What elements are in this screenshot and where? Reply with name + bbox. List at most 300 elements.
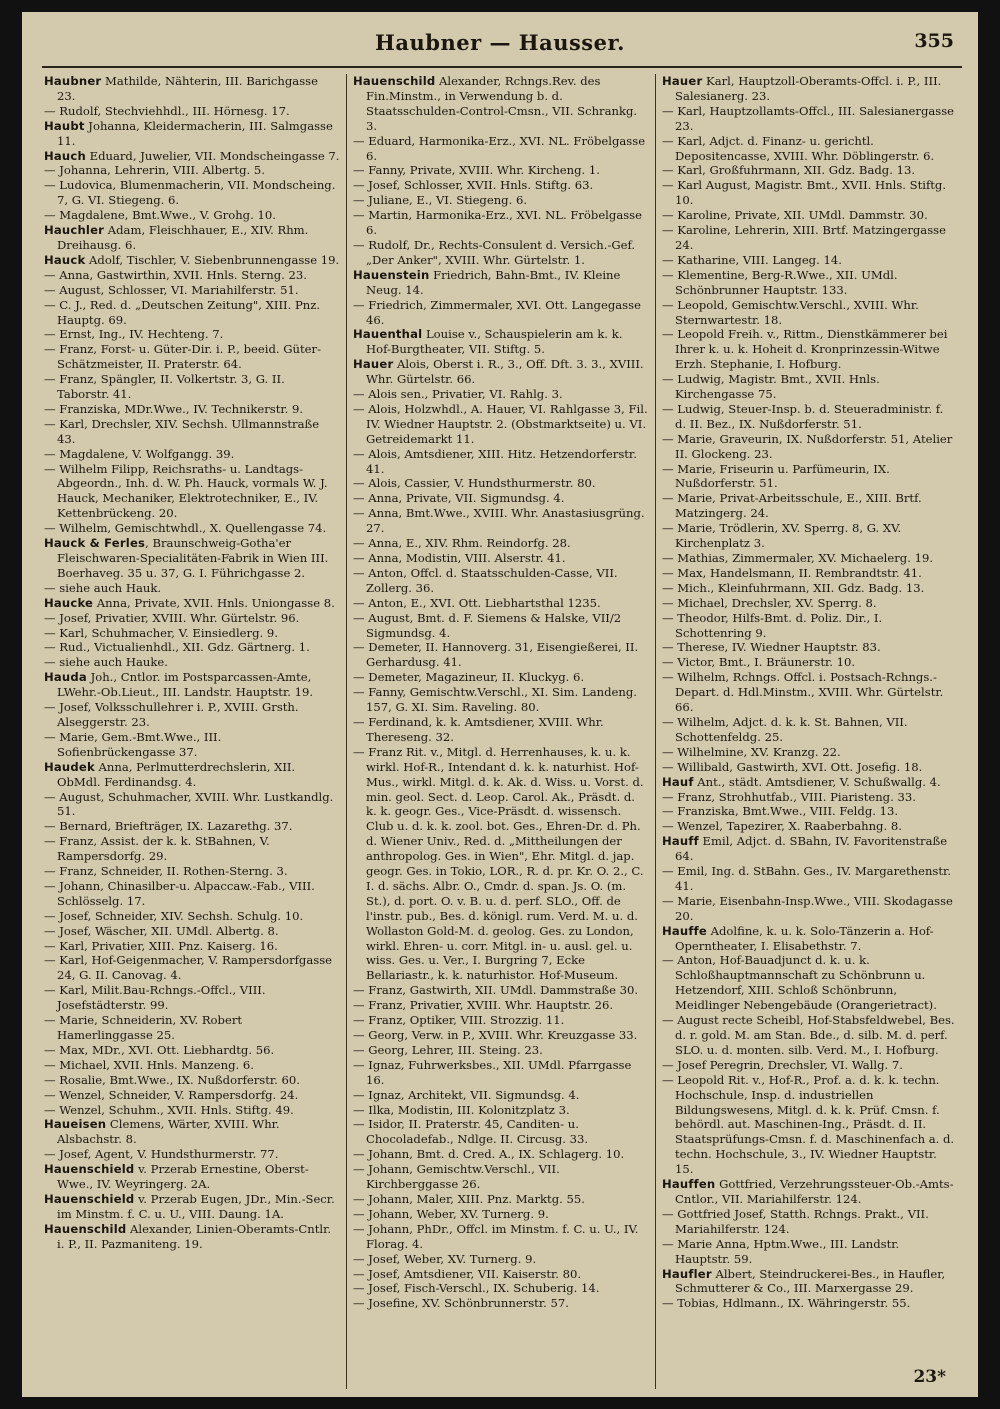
directory-entry [44,223,340,253]
entry-surname: Hauenschild [353,74,436,88]
directory-entry [44,790,340,820]
entry-surname: Hauff [662,834,699,849]
entry-surname: Hauffe [662,923,707,938]
entry-surname: Hauenschield [44,1162,135,1177]
entry-text: — Franziska, MDr.Wwe., IV. Technikerstr. 9. [44,401,304,416]
entry-text: Albert, Steindruckerei-Bes., in Haufler, Schmutterer & Co., III. Marxergasse 29. [675,1266,946,1296]
directory-entry [44,1073,340,1088]
entry-text: Ant., städt. Amtsdiener, V. Schußwallg. 4. [693,774,941,789]
directory-entry [662,745,958,760]
entry-text: — Anna, Bmt.Wwe., XVIII. Whr. Anastasiusgrüng. 27. [353,506,645,536]
entry-text: — Ludovica, Blumenmacherin, VII. Mondscheing. 7, G. VI. Stiegeng. 6. [44,178,336,208]
entry-text: — Anton, Hof-Bauadjunct d. k. u. k. Schloßhauptmannschaft zu Schönbrunn u. Hetzendorf, XIII. Schloß Schönbrunn, Meidlinger Nebengebäude (Orangerietract). [662,953,937,1013]
directory-entry [353,357,649,387]
directory-entry [353,1028,649,1043]
entry-text: — Karl, Großfuhrmann, XII. Gdz. Badg. 13. [662,163,916,178]
column-2 [347,74,656,1389]
directory-entry [662,74,958,104]
directory-entry [662,566,958,581]
entry-text: — Katharine, VIII. Langeg. 14. [662,252,842,267]
directory-entry [44,760,340,790]
directory-entry [44,819,340,834]
directory-entry [353,387,649,402]
entry-text: — Franziska, Bmt.Wwe., VIII. Feldg. 13. [662,804,899,819]
entry-text: — Alois, Cassier, V. Hundsthurmerstr. 80. [353,476,596,491]
entry-text: — Demeter, Magazineur, II. Kluckyg. 6. [353,670,585,685]
column-1 [38,74,347,1389]
entry-text: — August recte Scheibl, Hof-Stabsfeldwebel, Bes. d. r. gold. M. am Stan. Bde., d. silb. M. d. perf. SLO. u. d. monten. silb. Verd. M., I. Hofburg. [662,1013,955,1057]
entry-surname: Hauenthal [353,327,423,342]
directory-entry [353,327,649,357]
directory-entry [662,715,958,745]
directory-entry [662,804,958,819]
entry-text: — Eduard, Harmonika-Erz., XVI. NL. Fröbelgasse 6. [353,133,646,163]
directory-entry [44,208,340,223]
entry-text: — Georg, Lehrer, III. Steing. 23. [353,1042,543,1057]
directory-entry [353,268,649,298]
entry-text: Gottfried, Verzehrungssteuer-Ob.-Amts-Cntlor., VII. Mariahilferstr. 124. [675,1177,954,1206]
directory-entry [353,193,649,208]
directory-entry [353,447,649,477]
entry-text: — Ludwig, Steuer-Insp. b. d. Steueradministr. f. d. II. Bez., IX. Nußdorferstr. 51. [662,401,944,431]
directory-entry [44,1013,340,1043]
directory-entry [44,119,340,149]
directory-entry [44,298,340,328]
directory-entry [44,1117,340,1147]
directory-entry [353,1088,649,1103]
entry-text: — Gottfried Josef, Statth. Rchngs. Prakt., VII. Mariahilferstr. 124. [662,1206,929,1236]
directory-entry [44,163,340,178]
entry-text: — Anna, E., XIV. Rhm. Reindorfg. 28. [353,536,571,551]
entry-text: — August, Schuhmacher, XVIII. Whr. Lustkandlg. 51. [44,789,334,819]
entry-text: v. Przerab Ernestine, Oberst-Wwe., IV. Weyringerg. 2A. [57,1162,309,1192]
directory-entry [662,834,958,864]
entry-text: — Karl, Schuhmacher, V. Einsiedlerg. 9. [44,625,278,640]
directory-entry [44,879,340,909]
entry-text: Adam, Fleischhauer, E., XIV. Rhm. Dreihausg. 6. [57,223,309,252]
entry-text: Karl, Hauptzoll-Oberamts-Offcl. i. P., III. Salesianerg. 23. [675,74,942,103]
entry-text: — Magdalene, V. Wolfgangg. 39. [44,446,235,461]
directory-entry [353,670,649,685]
directory-entry [353,134,649,164]
entry-text: — Wilhelm, Rchngs. Offcl. i. Postsach-Rchngs.-Depart. d. Hdl.Minstm., XVIII. Whr. Gürtelstr. 66. [662,670,944,715]
entry-text: — Georg, Verw. in P., XVIII. Whr. Kreuzgasse 33. [353,1028,638,1042]
directory-entry [353,178,649,193]
entry-text: — Marie, Schneiderin, XV. Robert Hamerlinggasse 25. [44,1013,243,1042]
directory-entry [353,491,649,506]
directory-entry [353,1103,649,1118]
directory-entry [44,1103,340,1118]
directory-entry [662,491,958,521]
entry-text: — Max, MDr., XVI. Ott. Liebhardtg. 56. [44,1042,275,1057]
entry-text: — Max, Handelsmann, II. Rembrandtstr. 41. [662,565,922,580]
directory-entry [44,730,340,760]
entry-text: — Willibald, Gastwirth, XVI. Ott. Josefig. 18. [662,759,923,774]
entry-text: — Ignaz, Architekt, VII. Sigmundsg. 4. [353,1087,580,1102]
entry-text: — Anna, Modistin, VIII. Alserstr. 41. [353,551,566,565]
directory-entry [662,760,958,775]
entry-text: Eduard, Juwelier, VII. Mondscheingasse 7. [85,148,340,163]
entry-text: — Franz Rit. v., Mitgl. d. Herrenhauses, k. u. k. wirkl. Hof-R., Intendant d. k. k. naturhist. Hof-Mus., wirkl. Mitgl. d. k. Ak. d. Wiss. u. Vorst. d. min. geol. Sect. d. Leop. Carol. Ak., Präsdt. d. k. k. geogr. Ges., Vice-Präsdt. d. wissensch. Club u. d. k. k. zool. bot. Ges., Ehren-Dr. d. Ph. d. Wiener Univ., Red. d. „Mittheilungen der anthropolog. Ges. in Wien", Ehr. Mitgl. d. jap. geogr. Ges. in Tokio, LOR., R. d. pr. Kr. O. 2., C. I. d. sächs. Albr. O., Cmdr. d. span. Js. O. (m. St.), d. port. O. v. B. u. d. perf. SLO., Off. de l'instr. pub., Bes. d. königl. rum. Verd. M. u. d. Wollaston Gold-M. d. geolog. Ges. zu London, wirkl. Ehren- u. corr. Mitgl. in- u. ausl. gel. u. wiss. Ges. u. Ver., I. Burgring 7, Ecke Bellariastr., k. k. naturhistor. Hof-Museum. [353,744,644,983]
entry-text: Adolf, Tischler, V. Siebenbrunnengasse 19. [85,252,340,267]
entry-text: — Josef, Schlosser, XVII. Hnls. Stiftg. 63. [353,178,594,193]
entry-text: — Johann, Bmt. d. Cred. A., IX. Schlagerg. 10. [353,1147,625,1162]
directory-entry [662,670,958,715]
entry-text: , Braunschweig-Gotha'er Fleischwaren-Specialitäten-Fabrik in Wien III. Boerhaveg. 35 u. 37, G. I. Führichgasse 2. [57,536,329,580]
entry-text: — Josef, Amtsdiener, VII. Kaiserstr. 80. [353,1266,582,1281]
directory-entry [662,253,958,268]
entry-text: — Rudolf, Stechviehhdl., III. Hörnesg. 17. [44,103,290,118]
entry-text: — Franz, Forst- u. Güter-Dir. i. P., beeid. Güter-Schätzmeister, II. Praterstr. 64. [44,342,321,372]
directory-entry [662,1207,958,1237]
entry-surname: Hauda [44,670,87,685]
directory-entry [44,626,340,641]
directory-entry [44,1043,340,1058]
directory-entry [662,864,958,894]
entry-text: — Demeter, II. Hannoverg. 31, Eisengießerei, II. Gerhardusg. 41. [353,640,639,670]
directory-entry [44,178,340,208]
directory-entry [44,700,340,730]
directory-entry [353,1192,649,1207]
entry-text: — Ignaz, Fuhrwerksbes., XII. UMdl. Pfarrgasse 16. [353,1057,632,1087]
directory-entry [662,924,958,954]
directory-entry [353,506,649,536]
entry-text: — Leopold, Gemischtw.Verschl., XVIII. Whr. Sternwartestr. 18. [662,297,919,327]
directory-entry [353,208,649,238]
column-3 [656,74,964,1389]
entry-text: — Friedrich, Zimmermaler, XVI. Ott. Langegasse 46. [353,297,641,327]
entry-text: — siehe auch Hauk. [44,580,162,595]
directory-entry [662,775,958,790]
directory-entry [662,551,958,566]
entry-text: — Josef, Agent, V. Hundsthurmerstr. 77. [44,1147,279,1162]
entry-text: — Johann, Gemischtw.Verschl., VII. Kirchberggasse 26. [353,1162,560,1192]
directory-entry [662,402,958,432]
entry-surname: Haudek [44,759,95,774]
directory-entry [353,1267,649,1282]
entry-text: — Martin, Harmonika-Erz., XVI. NL. Fröbelgasse 6. [353,208,642,238]
directory-entry [353,1281,649,1296]
entry-text: — Franz, Gastwirth, XII. UMdl. Dammstraße 30. [353,983,639,998]
directory-entry [44,402,340,417]
entry-surname: Hauf [662,774,694,789]
directory-entry [44,864,340,879]
entry-surname: Haufler [662,1266,712,1281]
directory-entry [662,1013,958,1058]
directory-entry [662,581,958,596]
directory-entry [662,1058,958,1073]
entry-text: — Victor, Bmt., I. Bräunerstr. 10. [662,655,856,670]
entry-surname: Haucke [44,595,94,610]
entry-surname: Hauenstein [353,267,430,282]
entry-surname: Hauenschild [44,1221,127,1236]
directory-entry [44,640,340,655]
directory-entry [44,327,340,342]
entry-surname: Hauer [353,357,394,372]
entry-text: — C. J., Red. d. „Deutschen Zeitung", XIII. Pnz. Hauptg. 69. [44,297,321,327]
entry-text: — Leopold Rit. v., Hof-R., Prof. a. d. k. k. techn. Hochschule, Insp. d. industriellen Bildungswesens, Mitgl. d. k. k. Prüf. Cmsn. f. behördl. aut. Maschinen-Ing., Präsdt. d. II. Staatsprüfungs-Cmsn. f. d. Maschinenfach a. d. techn. Hochschule, 3., IV. Wiedner Hauptstr. 15. [662,1072,955,1177]
entry-text: — Johanna, Lehrerin, VIII. Albertg. 5. [44,163,265,178]
directory-entry [44,983,340,1013]
directory-entry [44,268,340,283]
directory-entry [662,655,958,670]
entry-text: — Karl, Hof-Geigenmacher, V. Rampersdorfgasse 24, G. II. Canovag. 4. [44,953,333,983]
directory-entry [353,998,649,1013]
directory-entry [44,1162,340,1192]
entry-text: — Bernard, Briefträger, IX. Lazarethg. 37. [44,819,293,834]
directory-entry [44,1147,340,1162]
entry-text: — Wenzel, Schuhm., XVII. Hnls. Stiftg. 49. [44,1102,294,1117]
entry-text: — Rud., Victualienhdl., XII. Gdz. Gärtnerg. 1. [44,640,310,655]
page-header [22,30,978,66]
directory-entry [44,670,340,700]
entry-text: — Johann, Chinasilber-u. Alpaccaw.-Fab., VIII. Schlösselg. 17. [44,878,315,908]
entry-text: Alexander, Linien-Oberamts-Cntlr. i. P., II. Pazmaniteng. 19. [57,1221,332,1251]
directory-entry [353,566,649,596]
entry-text: — Karl, Hauptzollamts-Offcl., III. Salesianergasse 23. [662,103,955,133]
entry-text: — Josefine, XV. Schönbrunnerstr. 57. [353,1296,569,1311]
entry-surname: Haubt [44,118,85,133]
entry-text: — Wilhelm, Adjct. d. k. k. St. Bahnen, VII. Schottenfeldg. 25. [662,714,908,744]
entry-surname: Hauck & Ferles [44,536,146,551]
entry-surname: Haubner [44,74,102,88]
directory-entry [662,1237,958,1267]
entry-surname: Haueisen [44,1117,107,1132]
directory-entry [353,611,649,641]
directory-entry [662,208,958,223]
entry-text: — Marie, Graveurin, IX. Nußdorferstr. 51, Atelier II. Glockeng. 23. [662,431,953,461]
entry-text: — Johann, Weber, XV. Turnerg. 9. [353,1206,549,1221]
entry-text: — Wenzel, Schneider, V. Rampersdorfg. 24. [44,1087,299,1102]
entry-text: — Anton, Offcl. d. Staatsschulden-Casse, VII. Zollerg. 36. [353,565,618,595]
directory-entry [353,1222,649,1252]
entry-text: — Josef, Wäscher, XII. UMdl. Albertg. 8. [44,923,279,938]
entry-text: — Karl, Privatier, XIII. Pnz. Kaiserg. 16. [44,938,278,953]
entry-text: — Fanny, Private, XVIII. Whr. Kircheng. 1. [353,163,600,178]
entry-text: — Karl August, Magistr. Bmt., XVII. Hnls. Stiftg. 10. [662,178,947,208]
entry-text: — Karoline, Private, XII. UMdl. Dammstr. 30. [662,208,928,223]
entry-text: Friedrich, Bahn-Bmt., IV. Kleine Neug. 14. [366,267,621,297]
directory-page [22,12,978,1397]
entry-text: — Marie Anna, Hptm.Wwe., III. Landstr. Hauptstr. 59. [662,1236,900,1266]
directory-entry [353,1013,649,1028]
directory-entry [662,596,958,611]
entry-text: Adolfine, k. u. k. Solo-Tänzerin a. Hof-Operntheater, I. Elisabethstr. 7. [675,923,934,953]
entry-text: — Wilhelm Filipp, Reichsraths- u. Landtags-Abgeordn., Inh. d. W. Ph. Hauck, vormals W. J. Hauck, Mechaniker, Elektrotechniker, E., IV. Kettenbrückeng. 20. [44,461,328,521]
entry-text: — Josef, Fisch-Verschl., IX. Schuberig. 14. [353,1281,600,1296]
entry-text: — Ferdinand, k. k. Amtsdiener, XVIII. Whr. Thereseng. 32. [353,714,604,744]
directory-entry [44,924,340,939]
entry-text: — Klementine, Berg-R.Wwe., XII. UMdl. Schönbrunner Hauptstr. 133. [662,267,898,297]
entry-text: — Josef, Privatier, XVIII. Whr. Gürtelstr. 96. [44,610,300,625]
entry-text: — Marie, Gem.-Bmt.Wwe., III. Sofienbrückengasse 37. [44,729,222,759]
directory-entry [44,521,340,536]
entry-text: — Michael, Drechsler, XV. Sperrg. 8. [662,595,877,610]
directory-entry [662,163,958,178]
entry-surname: Hauch [44,148,86,163]
directory-entry [353,536,649,551]
entry-text: — August, Bmt. d. F. Siemens & Halske, VII/2 Sigmundsg. 4. [353,610,622,640]
entry-text: — Ernst, Ing., IV. Hechteng. 7. [44,327,224,342]
directory-entry [44,655,340,670]
entry-surname: Hauck [44,252,86,267]
directory-entry [44,939,340,954]
entry-text: Louise v., Schauspielerin am k. k. Hof-Burgtheater, VII. Stiftg. 5. [366,327,623,357]
directory-entry [44,1192,340,1222]
directory-entry [44,342,340,372]
entry-text: — Mathias, Zimmermaler, XV. Michaelerg. 19. [662,551,934,565]
directory-entry [353,1207,649,1222]
directory-entry [44,447,340,462]
entry-text: — Fanny, Gemischtw.Verschl., XI. Sim. Landeng. 157, G. XI. Sim. Raveling. 80. [353,685,637,715]
page-number: 355 [914,30,954,52]
header-rule [42,66,962,68]
directory-entry [44,462,340,522]
entry-text: — Franz, Spängler, II. Volkertstr. 3, G. II. Taborstr. 41. [44,372,285,402]
directory-entry [662,640,958,655]
signature-mark: 23* [913,1367,946,1387]
entry-text: — Franz, Strohhutfab., VIII. Piaristeng. 33. [662,789,916,804]
directory-entry [662,819,958,834]
directory-entry [662,268,958,298]
entry-text: — Michael, XVII. Hnls. Manzeng. 6. [44,1057,254,1072]
entry-text: — Karl, Adjct. d. Finanz- u. gerichtl. Depositencasse, XVIII. Whr. Döblingerstr. 6. [662,133,935,163]
directory-entry [662,894,958,924]
directory-entry [44,104,340,119]
entry-text: — Anna, Gastwirthin, XVII. Hnls. Sterng. 23. [44,267,307,282]
directory-entry [353,745,649,984]
directory-entry [44,149,340,164]
entry-text: — Marie, Eisenbahn-Insp.Wwe., VIII. Skodagasse 20. [662,893,953,923]
directory-entry [662,223,958,253]
directory-entry [353,163,649,178]
directory-entry [44,417,340,447]
directory-entry [353,983,649,998]
entry-text: v. Przerab Eugen, JDr., Min.-Secr. im Minstm. f. C. u. U., VIII. Daung. 1A. [57,1191,335,1221]
entry-text: Johanna, Kleidermacherin, III. Salmgasse 11. [57,118,333,148]
directory-entry [353,238,649,268]
directory-entry [662,611,958,641]
columns [38,74,964,1389]
directory-entry [44,253,340,268]
entry-text: — Anton, E., XVI. Ott. Liebhartsthal 1235. [353,595,601,610]
entry-text: — Alois sen., Privatier, VI. Rahlg. 3. [353,387,563,402]
directory-entry [353,476,649,491]
directory-entry [662,953,958,1013]
entry-text: Mathilde, Nähterin, III. Barichgasse 23. [57,74,318,103]
directory-entry [353,1296,649,1311]
directory-entry [353,298,649,328]
directory-entry [353,1252,649,1267]
directory-entry [662,432,958,462]
entry-surname: Hauffen [662,1177,716,1192]
directory-entry [662,298,958,328]
directory-entry [44,834,340,864]
directory-entry [662,790,958,805]
directory-entry [662,134,958,164]
directory-entry [353,1117,649,1147]
directory-entry [353,1058,649,1088]
entry-text: — Magdalene, Bmt.Wwe., V. Grohg. 10. [44,208,276,223]
directory-entry [662,1296,958,1311]
directory-entry [44,74,340,104]
directory-entry [662,462,958,492]
entry-text: — Alois, Amtsdiener, XIII. Hitz. Hetzendorferstr. 41. [353,446,637,476]
entry-text: — Wilhelmine, XV. Kranzg. 22. [662,744,841,759]
entry-text: — August, Schlosser, VI. Mariahilferstr. 51. [44,282,299,297]
directory-entry [44,372,340,402]
directory-entry [662,1177,958,1207]
entry-text: — Theodor, Hilfs-Bmt. d. Poliz. Dir., I. Schottenring 9. [662,610,883,640]
directory-entry [44,1222,340,1252]
directory-entry [662,327,958,372]
directory-entry [353,1147,649,1162]
entry-text: — Tobias, Hdlmann., IX. Währingerstr. 55. [662,1296,911,1311]
entry-text: — Mich., Kleinfuhrmann, XII. Gdz. Badg. 13. [662,580,925,595]
entry-text: Emil, Adjct. d. SBahn, IV. Favoritenstraße 64. [675,834,948,864]
directory-entry [353,74,649,134]
entry-text: — Franz, Optiker, VIII. Strozzig. 11. [353,1013,565,1028]
entry-text: Alexander, Rchngs.Rev. des Fin.Minstm., in Verwendung b. d. Staatsschulden-Control-Cmsn., VII. Schrankg. 3. [366,74,638,133]
entry-text: — Marie, Privat-Arbeitsschule, E., XIII. Brtf. Matzingerg. 24. [662,491,922,521]
entry-text: — Rudolf, Dr., Rechts-Consulent d. Versich.-Gef. „Der Anker", XVIII. Whr. Gürtelstr. 1. [353,237,636,267]
directory-entry [662,1073,958,1177]
entry-text: — Marie, Trödlerin, XV. Sperrg. 8, G. XV. Kirchenplatz 3. [662,521,902,551]
entry-surname: Hauenschield [44,1191,135,1206]
directory-entry [44,536,340,581]
directory-entry [44,596,340,611]
entry-text: Joh., Cntlor. im Postsparcassen-Amte, LWehr.-Ob.Lieut., III. Landstr. Hauptstr. 19. [57,670,314,700]
entry-text: — siehe auch Hauke. [44,655,168,670]
entry-text: — Isidor, II. Praterstr. 45, Canditen- u. Chocoladefab., Ndlge. II. Circusg. 33. [353,1117,589,1147]
entry-text: — Ludwig, Magistr. Bmt., XVII. Hnls. Kirchengasse 75. [662,372,880,402]
entry-text: Clemens, Wärter, XVIII. Whr. Alsbachstr. 8. [57,1117,280,1147]
entry-text: — Wilhelm, Gemischtwhdl., X. Quellengasse 74. [44,521,327,536]
directory-entry [353,1043,649,1058]
entry-text: — Juliane, E., VI. Stiegeng. 6. [353,193,528,208]
directory-entry [353,715,649,745]
entry-text: — Therese, IV. Wiedner Hauptstr. 83. [662,640,881,655]
directory-entry [44,1058,340,1073]
directory-entry [353,1162,649,1192]
entry-text: Anna, Private, XVII. Hnls. Uniongasse 8. [93,595,335,610]
entry-text: — Karl, Drechsler, XIV. Sechsh. Ullmannstraße 43. [44,416,320,446]
entry-text: Anna, Perlmutterdrechslerin, XII. ObMdl. Ferdinandsg. 4. [57,759,296,789]
directory-entry [44,283,340,298]
entry-text: — Josef, Schneider, XIV. Sechsh. Schulg. 10. [44,908,304,923]
entry-text: — Karl, Milit.Bau-Rchngs.-Offcl., VIII. Josefstädterstr. 99. [44,983,266,1013]
directory-entry [353,402,649,447]
entry-text: — Wenzel, Tapezirer, X. Raaberbahng. 8. [662,819,902,834]
directory-entry [44,909,340,924]
directory-entry [353,551,649,566]
directory-entry [353,596,649,611]
entry-text: — Rosalie, Bmt.Wwe., IX. Nußdorferstr. 60. [44,1072,300,1087]
directory-entry [662,372,958,402]
directory-entry [44,953,340,983]
entry-text: — Ilka, Modistin, III. Kolonitzplatz 3. [353,1102,570,1117]
entry-text: — Karoline, Lehrerin, XIII. Brtf. Matzingergasse 24. [662,223,946,252]
entry-surname: Hauchler [44,223,105,238]
directory-entry [662,104,958,134]
entry-text: — Emil, Ing. d. StBahn. Ges., IV. Margarethenstr. 41. [662,864,951,893]
entry-text: — Johann, PhDr., Offcl. im Minstm. f. C. u. U., IV. Florag. 4. [353,1221,639,1251]
directory-entry [662,1267,958,1297]
directory-entry [44,581,340,596]
entry-surname: Hauer [662,74,703,88]
directory-entry [662,521,958,551]
entry-text: — Franz, Assist. der k. k. StBahnen, V. Rampersdorfg. 29. [44,834,270,864]
